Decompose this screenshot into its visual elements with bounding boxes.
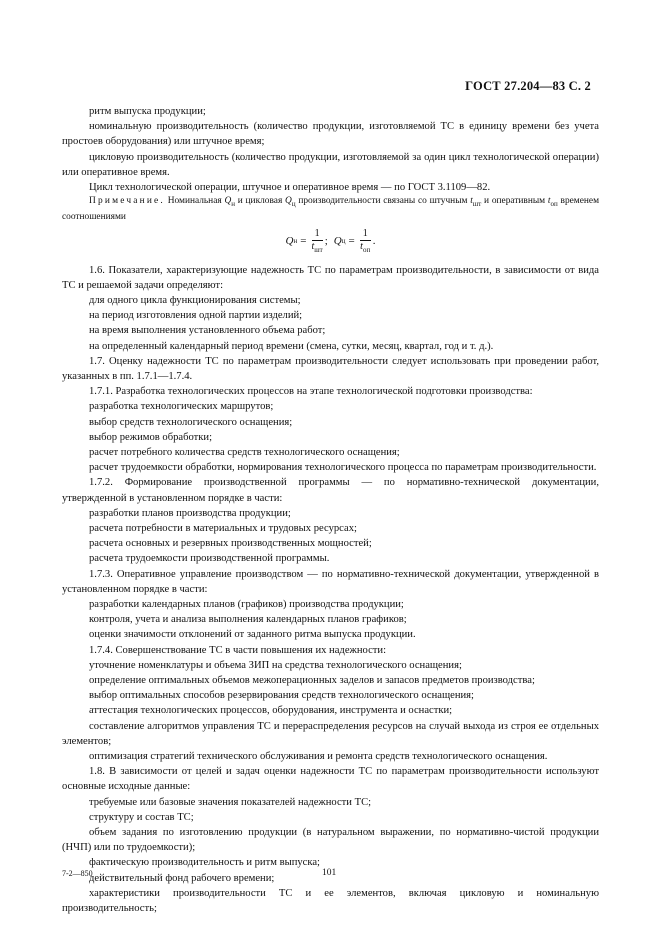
list-item: расчета потребности в материальных и трудовых ресурсах;: [89, 522, 357, 534]
paragraph: 1.7.3. Оперативное управление производством — по нормативно-технической документации, утвержденной в установленном порядке в части:: [62, 568, 599, 595]
list-item: характеристики производительности ТС и ее элементов, включая цикловую и номинальную производительность;: [62, 887, 599, 915]
list-item: уточнение номенклатуры и объема ЗИП на средства технологического оснащения;: [89, 659, 462, 671]
list-item: определение оптимальных объемов межоперационных заделов и запасов предметов производства;: [89, 674, 535, 686]
list-item: выбор режимов обработки;: [89, 431, 213, 443]
document-body: [62, 104, 599, 916]
list-item: расчет потребного количества средств технологического оснащения;: [89, 446, 400, 458]
list-item: оценки значимости отклонений от заданного ритма выпуска продукции.: [89, 629, 416, 641]
list-item: выбор средств технологического оснащения;: [89, 416, 293, 428]
list-item: требуемые или базовые значения показателей надежности ТС;: [89, 796, 372, 808]
formula: Q н = $\frac{1}{t_{шт}}$ ; Q ц = $\frac{1}{t_{оп}}$ .: [285, 227, 376, 254]
list-item: фактическую производительность и ритм выпуска;: [89, 857, 320, 869]
list-item: на период изготовления одной партии изделий;: [89, 310, 303, 322]
list-item: расчета трудоемкости производственной программы.: [89, 553, 330, 565]
list-item: объем задания по изготовлению продукции (в натуральном выражении, по нормативно-чистой продукции (НЧП) или по трудоемкости);: [62, 827, 599, 854]
paragraph: Цикл технологической операции, штучное и оперативное время — по ГОСТ 3.1109—82.: [89, 182, 491, 194]
list-item: расчета основных и резервных производственных мощностей;: [89, 538, 372, 550]
paragraph: 1.6. Показатели, характеризующие надежность ТС по параметрам производительности, в зависимости от вида ТС и решаемой задачи определяют:: [62, 264, 599, 291]
list-item: разработки планов производства продукции;: [89, 507, 291, 519]
list-item: выбор оптимальных способов резервирования средств технологического оснащения;: [89, 690, 474, 702]
paragraph: 1.7.1. Разработка технологических процессов на этапе технологической подготовки производства:: [89, 386, 533, 398]
paragraph: номинальную производительность (количество продукции, изготовляемой ТС в единицу времени без учета простоев оборудования) или штучное время;: [62, 121, 599, 148]
list-item: для одного цикла функционирования системы;: [89, 294, 301, 306]
paragraph: 1.7.2. Формирование производственной программы — по нормативно-технической документации, утвержденной в установленном порядке в части:: [62, 477, 599, 504]
list-item: контроля, учета и анализа выполнения календарных планов графиков;: [89, 614, 407, 626]
list-item: на время выполнения установленного объема работ;: [89, 325, 326, 337]
fraction: $\frac{1}{t_{шт}}$: [311, 227, 323, 254]
paragraph: 1.7. Оценку надежности ТС по параметрам производительности следует использовать при проведении работ, указанных в пп. 1.7.1—1.7.4.: [62, 355, 599, 382]
page-number: 101: [322, 868, 337, 878]
list-item: оптимизация стратегий технического обслуживания и ремонта средств технологического оснащения.: [89, 751, 548, 762]
fraction: $\frac{1}{t_{оп}}$: [360, 227, 371, 254]
page-header: ГОСТ 27.204—83 С. 2: [465, 79, 591, 93]
list-item: структуру и состав ТС;: [89, 811, 194, 823]
list-item: расчет трудоемкости обработки, нормирования технологического процесса по параметрам производительности.: [89, 462, 597, 474]
note-label: Примечание.: [89, 196, 165, 207]
list-item: аттестация технологических процессов, оборудования, инструмента и оснастки;: [89, 705, 453, 717]
list-item: действительный фонд рабочего времени;: [89, 872, 275, 884]
note-paragraph: Примечание. Номинальная $Q_н$ и цикловая $Q_ц$ производительности связаны со штучным $t_{шт}$ и оперативным $t_{оп}$ временем соотношениями: [62, 196, 600, 223]
list-item: разработка технологических маршрутов;: [89, 401, 274, 413]
paragraph: цикловую производительность (количество продукции, изготовляемой за один цикл технологической операции) или оперативное время.: [62, 151, 599, 178]
paragraph: 1.8. В зависимости от целей и задач оценки надежности ТС по параметрам производительности используют основные исходные данные:: [62, 766, 599, 793]
list-item: на определенный календарный период времени (смена, сутки, месяц, квартал, год и т. д.).: [89, 340, 494, 352]
print-code: 7-2—850: [62, 869, 93, 878]
list-item: разработки календарных планов (графиков) производства продукции;: [89, 598, 404, 610]
paragraph: 1.7.4. Совершенствование ТС в части повышения их надежности:: [89, 644, 387, 656]
paragraph: ритм выпуска продукции;: [89, 106, 206, 117]
list-item: составление алгоритмов управления ТС и перераспределения ресурсов на случай выхода из строя ее отдельных элементов;: [62, 720, 599, 747]
